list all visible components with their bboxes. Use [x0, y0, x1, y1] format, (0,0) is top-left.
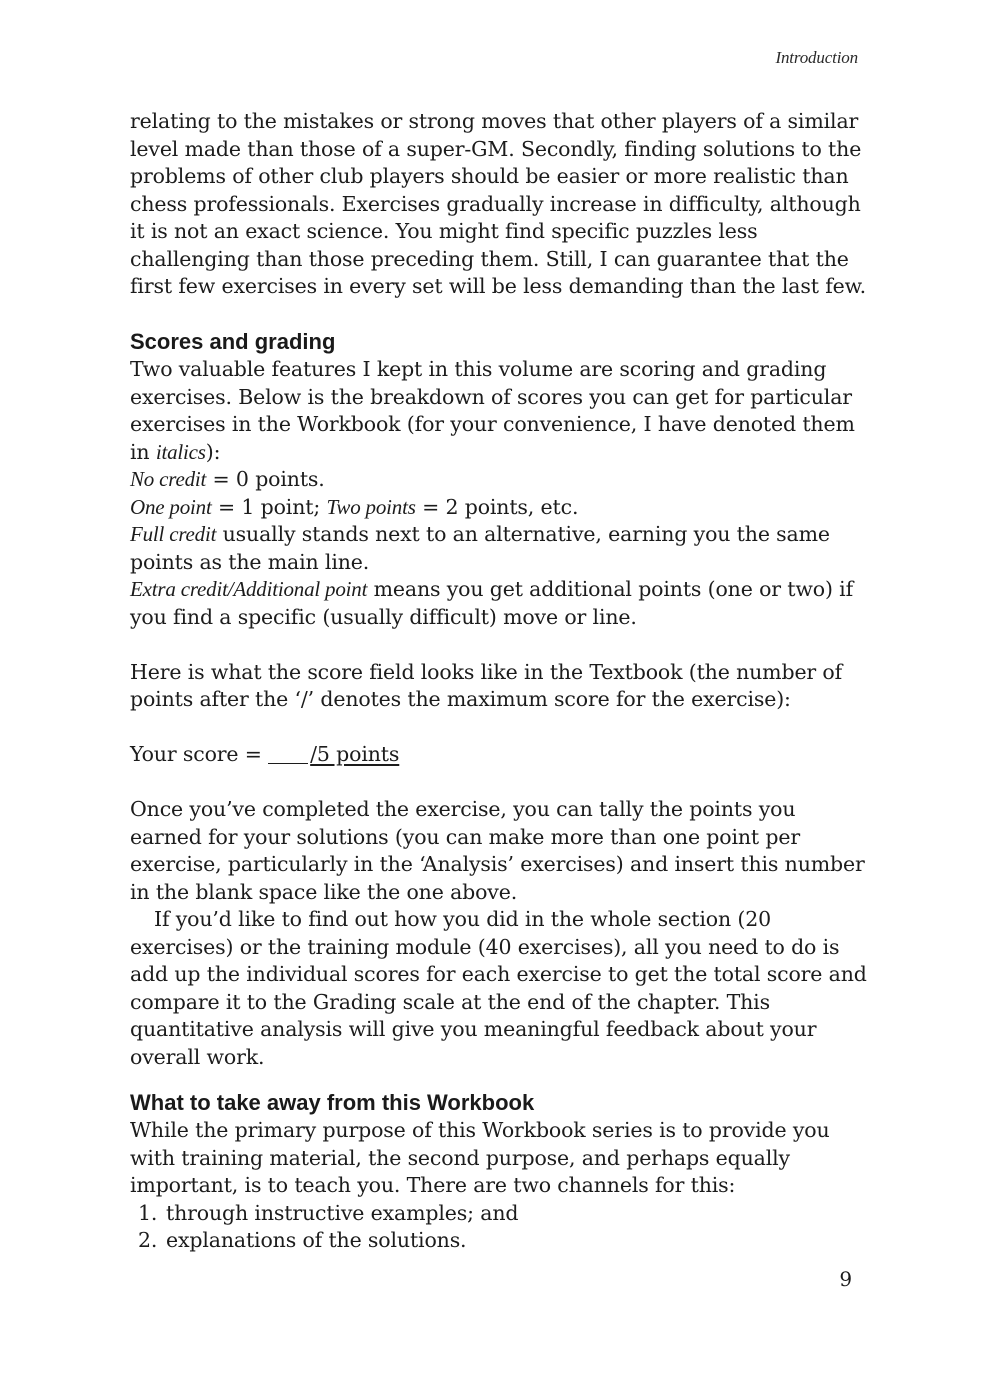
scores-intro-italic: italics [155, 439, 206, 464]
list-item [130, 1200, 870, 1228]
one-point-definition: = 1 point; [211, 494, 327, 519]
list-item [130, 1227, 870, 1255]
page-body [130, 108, 870, 1255]
score-label: Your score = [130, 742, 269, 766]
scores-intro-paragraph [130, 356, 870, 466]
full-credit-line [130, 521, 870, 576]
tally-paragraph: Once you’ve completed the exercise, you can tally the points you earned for your solutions (you can make more than one point per exercise, particularly in the ‘Analysis’ exercises) and insert this number in the blank space like the one above. [130, 797, 865, 904]
score-max: /5 points [310, 742, 400, 766]
one-point-term: One point [130, 494, 212, 519]
paragraph-spacer [130, 1071, 870, 1089]
list-item-number: 2. [138, 1228, 158, 1252]
no-credit-definition: = 0 points. [206, 467, 325, 491]
no-credit-line [130, 466, 870, 494]
scores-intro-text: Two valuable features I kept in this volume are scoring and grading exercises. Below is the breakdown of scores you can get for particular exercises in the Workbook (for your convenience, I have denoted them in [130, 357, 855, 464]
extra-credit-definition: means you get additional points (one or two) if you find a specific (usually difficult) move or line. [130, 577, 854, 629]
score-blank [268, 762, 308, 764]
score-field-intro: Here is what the score field looks like in the Textbook (the number of points after the ‘/’ denotes the maximum score for the exercise): [130, 659, 843, 711]
points-line [130, 494, 870, 522]
list-item-text: through instructive examples; and [166, 1200, 519, 1225]
list-item-text: explanations of the solutions. [166, 1228, 467, 1252]
full-credit-term: Full credit [130, 522, 217, 546]
two-points-definition: = 2 points, etc. [415, 494, 579, 519]
paragraph-spacer [130, 714, 870, 742]
scores-intro-end: ): [205, 439, 221, 464]
no-credit-term: No credit [130, 467, 207, 491]
list-item-number: 1. [138, 1200, 158, 1225]
running-head: Introduction [775, 48, 858, 67]
channels-list [130, 1200, 870, 1255]
extra-credit-line [130, 576, 870, 631]
paragraph-spacer [130, 301, 870, 329]
paragraph-spacer [130, 769, 870, 797]
full-credit-definition: usually stands next to an alternative, earning you the same points as the main line. [130, 522, 830, 574]
page-number: 9 [839, 1267, 852, 1291]
section-heading-takeaway: What to take away from this Workbook [130, 1090, 535, 1115]
section-heading-scores: Scores and grading [130, 329, 336, 354]
grading-paragraph: If you’d like to find out how you did in the whole section (20 exercises) or the training module (40 exercises), all you need to do is add up the individual scores for each exercise to get the total score and compare it to the Grading scale at the end of the chapter. This quantitative analysis will give you meaningful feedback about your overall work. [130, 907, 867, 1069]
extra-credit-term: Extra credit/Additional point [130, 577, 368, 601]
two-points-term: Two points [326, 494, 416, 519]
body-paragraph: relating to the mistakes or strong moves that other players of a similar level made than those of a super-GM. Secondly, finding solutions to the problems of other club players should be easier or more realistic than chess professionals. Exercises gradually increase in difficulty, although it is not an exact science. You might find specific puzzles less challenging than those preceding them. Still, I can guarantee that the first few exercises in every set will be less demanding than the last few. [130, 109, 866, 298]
score-field-example [130, 741, 870, 769]
takeaway-intro-paragraph: While the primary purpose of this Workbook series is to provide you with training material, the second purpose, and perhaps equally important, is to teach you. There are two channels for this: [130, 1118, 830, 1197]
paragraph-spacer [130, 631, 870, 659]
